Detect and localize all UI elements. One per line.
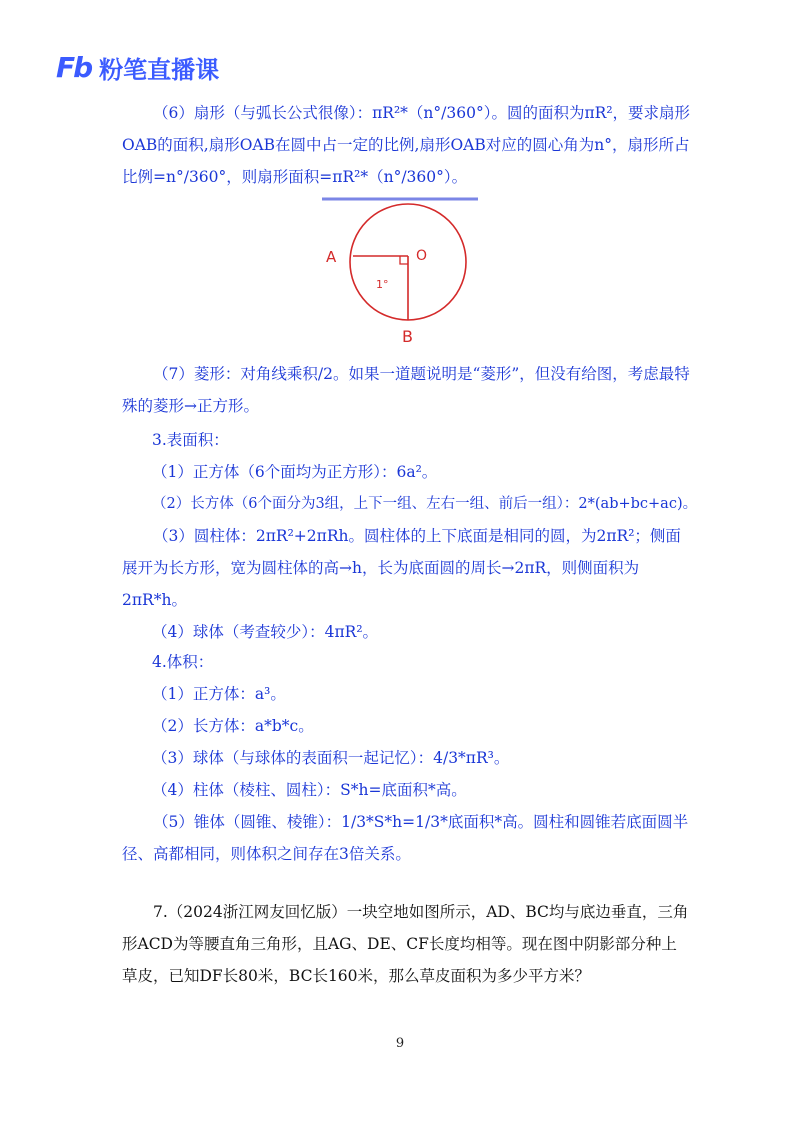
heading-volume: 4.体积：: [152, 653, 214, 671]
label-angle: 1°: [376, 278, 389, 291]
label-o: O: [416, 248, 428, 264]
surface-sphere: （4）球体（考查较少）：4πR²。: [152, 623, 379, 641]
paragraph-sector: （6）扇形（与弧长公式很像）：πR²*（n°/360°）。圆的面积为πR²，要求扇形OAB的面积,扇形OAB在圆中占一定的比例,扇形OAB对应的圆心角为n°，扇形所占比例=n°/360°，则扇形面积=πR²*（n°/360°）。: [122, 104, 691, 186]
right-angle-mark: [400, 256, 408, 264]
volume-cuboid: （2）长方体：a*b*c。: [152, 717, 314, 735]
volume-prism: （4）柱体（棱柱、圆柱）：S*h=底面积*高。: [152, 781, 467, 799]
surface-cuboid: （2）长方体（6个面分为3组，上下一组、左右一组、前后一组）：2*(ab+bc+ac)。: [152, 496, 698, 512]
page-number: 9: [395, 1036, 405, 1051]
logo-text: 粉笔直播课: [99, 55, 220, 84]
surface-cylinder: （3）圆柱体：2πR²+2πRh。圆柱体的上下底面是相同的圆，为2πR²；侧面展开为长方形，宽为圆柱体的高→h，长为底面圆的周长→2πR，则侧面积为2πR*h。: [122, 527, 681, 609]
paragraph-rhombus: （7）菱形：对角线乘积/2。如果一道题说明是“菱形”，但没有给图，考虑最特殊的菱形→正方形。: [122, 365, 690, 415]
volume-cube: （1）正方体：a³。: [152, 685, 286, 703]
logo-mark: Fb: [56, 50, 92, 84]
volume-sphere: （3）球体（与球体的表面积一起记忆）：4/3*πR³。: [152, 749, 510, 767]
label-a: A: [326, 248, 337, 266]
heading-surface-area: 3.表面积：: [152, 431, 229, 449]
volume-cone: （5）锥体（圆锥、棱锥）：1/3*S*h=1/3*底面积*高。圆柱和圆锥若底面圆半径、高都相同，则体积之间存在3倍关系。: [122, 813, 689, 863]
question-7: 7.（2024浙江网友回忆版）一块空地如图所示，AD、BC均与底边垂直，三角形ACD为等腰直角三角形，且AG、DE、CF长度均相等。现在图中阴影部分种上草皮，已知DF长80米，BC长160米，那么草皮面积为多少平方米？: [122, 903, 689, 985]
label-b: B: [402, 327, 413, 346]
logo: [56, 50, 219, 84]
sector-figure: [320, 196, 490, 346]
surface-cube: （1）正方体（6个面均为正方形）：6a²。: [152, 463, 438, 481]
